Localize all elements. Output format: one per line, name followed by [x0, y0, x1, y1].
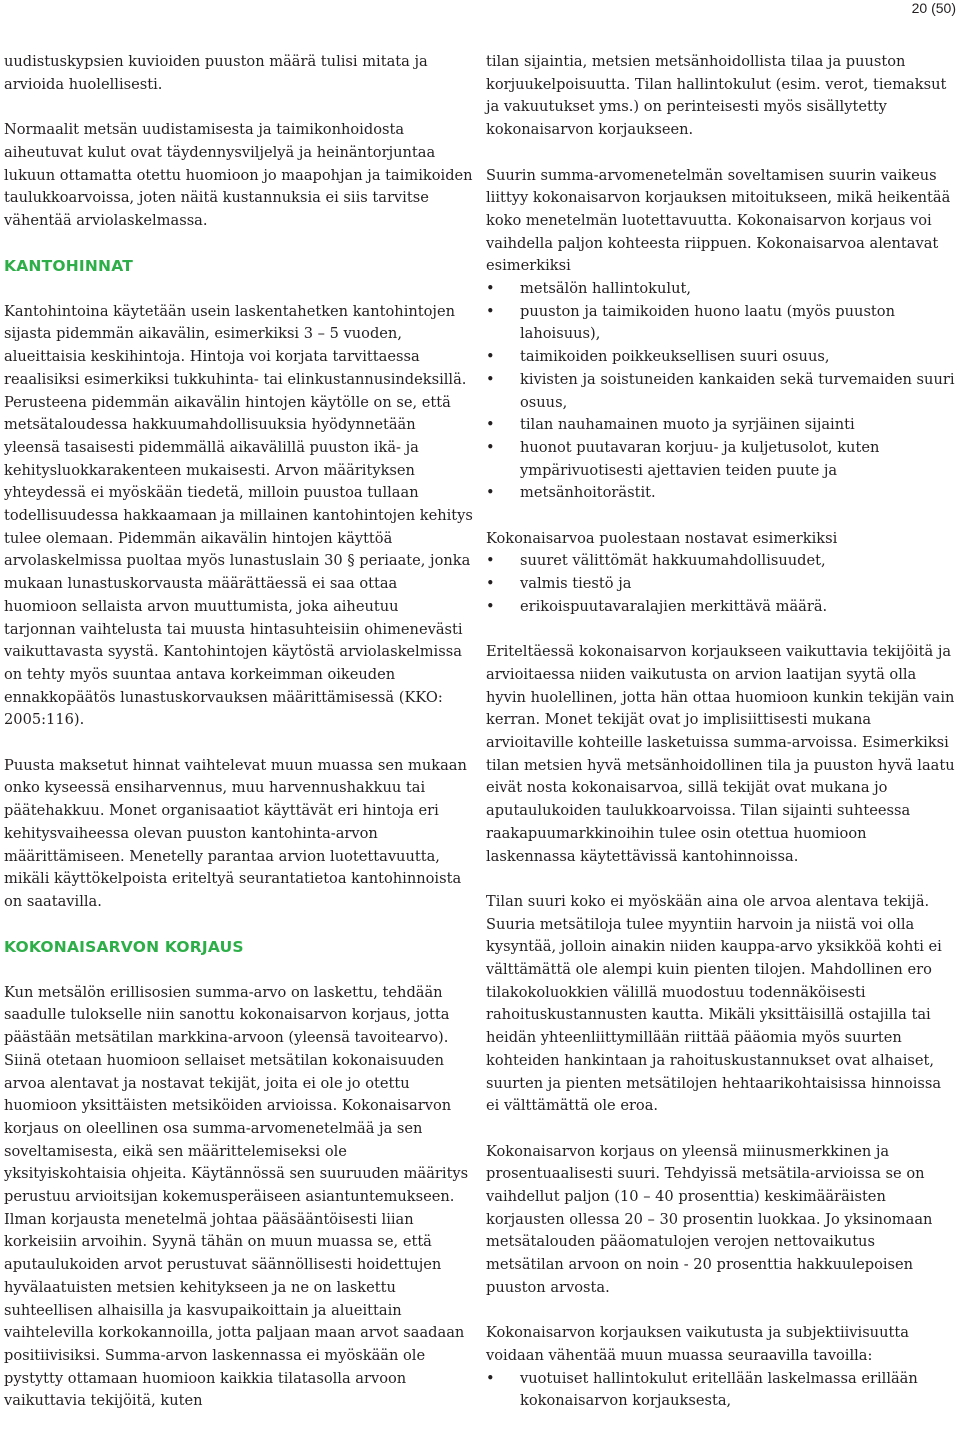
bullet-icon: •: [486, 370, 495, 388]
bullet-icon: •: [486, 438, 495, 456]
bullet-list-decreasing-factors: [486, 278, 956, 505]
list-item: • suuret välittömät hakkuumahdollisuudet,: [486, 550, 956, 573]
list-item: • metsälön hallintokulut,: [486, 278, 956, 301]
paragraph: uudistuskypsien kuvioiden puuston määrä tulisi mitata ja arvioida huolellisesti.: [4, 53, 428, 93]
list-item: • valmis tiestö ja: [486, 573, 956, 596]
bullet-list-reduction-methods: [486, 1368, 956, 1413]
section-heading-kokonaisarvon-korjaus: KOKONAISARVON KORJAUS: [4, 938, 244, 957]
paragraph: Suurin summa-arvomenetelmän soveltamisen suurin vaikeus liittyy kokonaisarvon korjauksen mitoitukseen, mikä heikentää koko menetelmän luotettavuutta. Kokonaisarvon korjaus voi vaihdella paljon kohteesta riippuen. Kokonaisarvoa alentavat esimerkiksi: [486, 166, 951, 275]
paragraph: Eriteltäessä kokonaisarvon korjaukseen vaikuttavia tekijöitä ja arvioitaessa niiden vaikutusta on arvion laatijan syytä olla hyvin huolellinen, jotta hän ottaa huomioon kunkin tekijän vain kerran. Monet tekijät ovat jo implisiittisesti mukana arvioitaville kohteille lasketuissa summa-arvoissa. Esimerkiksi tilan metsien hyvä metsänhoidollinen tila ja puuston hyvä laatu eivät nosta kokonaisarvoa, sillä tekijät ovat mukana jo aputaulukoiden taulukkoarvoissa. Tilan sijainti suhteessa raakapuumarkkinoihin tulee osin otettua huomioon laskennassa käytettävissä kantohinnoissa.: [486, 643, 955, 865]
left-column: [4, 51, 474, 1413]
bullet-icon: •: [486, 597, 495, 615]
paragraph: Tilan suuri koko ei myöskään aina ole arvoa alentava tekijä. Suuria metsätiloja tulee myyntiin harvoin ja niistä voi olla kysyntää, jolloin ainakin niiden kauppa-arvo yksikköä kohti ei välttämättä ole alempi kuin pienten tilojen. Mahdollinen ero tilakokoluokkien välillä muodostuu todennäköisesti rahoituskustannusten kautta. Mikäli yksittäisillä ostajilla tai heidän yhteenliittymillään riittää pääomia myös suurten kohteiden hankintaan ja rahoituskustannukset ovat alhaiset, suurten ja pienten metsätilojen hehtaarikohtaisissa hinnoissa ei välttämättä ole eroa.: [486, 892, 942, 1115]
paragraph: Kokonaisarvon korjauksen vaikutusta ja subjektiivisuutta voidaan vähentää muun muassa seuraavilla tavoilla:: [486, 1324, 909, 1364]
page-number: 20 (50): [911, 0, 956, 16]
bullet-list-increasing-factors: [486, 550, 956, 618]
paragraph: Kokonaisarvon korjaus on yleensä miinusmerkkinen ja prosentuaalisesti suuri. Tehdyissä metsätila-arvioissa se on vaihdellut paljon (10 – 40 prosenttia) keskimääräisten korjausten ollessa 20 – 30 prosentin luokkaa. Jo yksinomaan metsätalouden pääomatulojen verojen nettovaikutus metsätilan arvoon on noin - 20 prosenttia hakkuulepoisen puuston arvosta.: [486, 1142, 933, 1296]
bullet-icon: •: [486, 416, 495, 434]
paragraph: Puusta maksetut hinnat vaihtelevat muun muassa sen mukaan onko kyseessä ensiharvennus, muu harvennushakkuu tai päätehakkuu. Monet organisaatiot käyttävät eri hintoja eri kehitysvaiheessa olevan puuston kantohinta-arvon määrittämiseen. Menetelly parantaa arvion luotettavuutta, mikäli käyttökelpoista eriteltyä seurantatietoa kantohinnoista on saatavilla.: [4, 756, 467, 910]
paragraph: Kun metsälön erillisosien summa-arvo on laskettu, tehdään saadulle tulokselle niin sanottu kokonaisarvon korjaus, jotta päästään metsätilan markkina-arvoon (yleensä tavoitearvo). Siinä otetaan huomioon sellaiset metsätilan kokonaisuuden arvoa alentavat ja nostavat tekijät, joita ei ole jo otettu huomioon yksittäisten metsiköiden arvioissa. Kokonaisarvon korjaus on oleellinen osa summa-arvomenetelmää ja sen soveltamisesta, eikä sen määrittelemiseksi ole yksityiskohtaisia ohjeita. Käytännössä sen suuruuden määritys perustuu arvioitsijan kokemusperäiseen asiantuntemukseen. Ilman korjausta menetelmä johtaa pääsääntöisesti liian korkeisiin arvoihin. Syynä tähän on muun muassa se, että aputaulukoiden arvot perustuvat säännöllisesti hoidettujen hyvälaatuisten metsien kehitykseen ja ne on laskettu suhteellisen alhaisilla ja kasvupaikoittain ja alueittain vaihtelevilla korkokannoilla, jotta paljaan maan arvot saadaan positiivisiksi. Summa-arvon laskennassa ei myöskään ole pystytty ottamaan huomioon kaikkia tilatasolla arvoon vaikuttavia tekijöitä, kuten: [4, 983, 469, 1410]
list-item: • vuotuiset hallintokulut eritellään laskelmassa erillään kokonaisarvon korjauksesta,: [486, 1369, 918, 1410]
paragraph: Kokonaisarvoa puolestaan nostavat esimerkiksi: [486, 529, 838, 547]
bullet-icon: •: [486, 302, 495, 320]
right-column: [486, 51, 956, 1413]
list-item: • kivisten ja soistuneiden kankaiden sekä turvemaiden suuri osuus,: [486, 370, 955, 411]
list-item: • tilan nauhamainen muoto ja syrjäinen sijainti: [486, 414, 956, 437]
bullet-icon: •: [486, 575, 495, 593]
bullet-icon: •: [486, 484, 495, 502]
list-item: • puuston ja taimikoiden huono laatu (myös puuston lahoisuus),: [486, 302, 895, 343]
bullet-icon: •: [486, 1369, 495, 1387]
list-item: • erikoispuutavaralajien merkittävä määrä.: [486, 596, 956, 619]
paragraph: Normaalit metsän uudistamisesta ja taimikonhoidosta aiheutuvat kulut ovat täydennysviljelyä ja heinäntorjuntaa lukuun ottamatta otettu huomioon jo maapohjan ja taimikoiden taulukkoarvoissa, joten näitä kustannuksia ei siis tarvitse vähentää arviolaskelmassa.: [4, 121, 473, 229]
list-item: • metsänhoitorästit.: [486, 482, 956, 505]
bullet-icon: •: [486, 348, 495, 366]
bullet-icon: •: [486, 280, 495, 298]
paragraph: Kantohintoina käytetään usein laskentahetken kantohintojen sijasta pidemmän aikavälin, esimerkiksi 3 – 5 vuoden, alueittaisia keskihintoja. Hintoja voi korjata tarvittaessa reaalisiksi esimerkiksi tukkuhinta- tai elinkustannusindeksillä. Perusteena pidemmän aikavälin hintojen käytölle on se, että metsätaloudessa hakkuumahdollisuuksia hyödynnetään yleensä tasaisesti pidemmällä aikavälillä puuston ikä- ja kehitysluokkarakenteen mukaisesti. Arvon määrityksen yhteydessä ei myöskään tiedetä, milloin puustoa tullaan todellisuudessa hakkaamaan ja millainen kantohintojen kehitys tulee olemaan. Pidemmän aikavälin hintojen käyttöä arvolaskelmissa puoltaa myös lunastuslain 30 § periaate, jonka mukaan lunastuskorvausta määrättäessä ei saa ottaa huomioon sellaista arvon muuttumista, joka aiheutuu tarjonnan vaihtelusta tai muusta hintasuhteisiin ohimenevästi vaikuttavasta syystä. Kantohintojen käytöstä arviolaskelmissa on tehty myös suuntaa antava korkeimman oikeuden ennakkopäätös lunastuskorvauksen määrittämisessä (KKO: 2005:116).: [4, 302, 473, 729]
paragraph: tilan sijaintia, metsien metsänhoidollista tilaa ja puuston korjuukelpoisuutta. Tilan hallintokulut (esim. verot, tiemaksut ja vakuutukset yms.) on perinteisesti myös sisällytetty kokonaisarvon korjaukseen.: [486, 53, 947, 139]
list-item: • taimikoiden poikkeuksellisen suuri osuus,: [486, 346, 956, 369]
bullet-icon: •: [486, 552, 495, 570]
section-heading-kantohinnat: KANTOHINNAT: [4, 257, 133, 276]
list-item: • huonot puutavaran korjuu- ja kuljetusolot, kuten ympärivuotisesti ajettavien teiden puute ja: [486, 438, 880, 479]
